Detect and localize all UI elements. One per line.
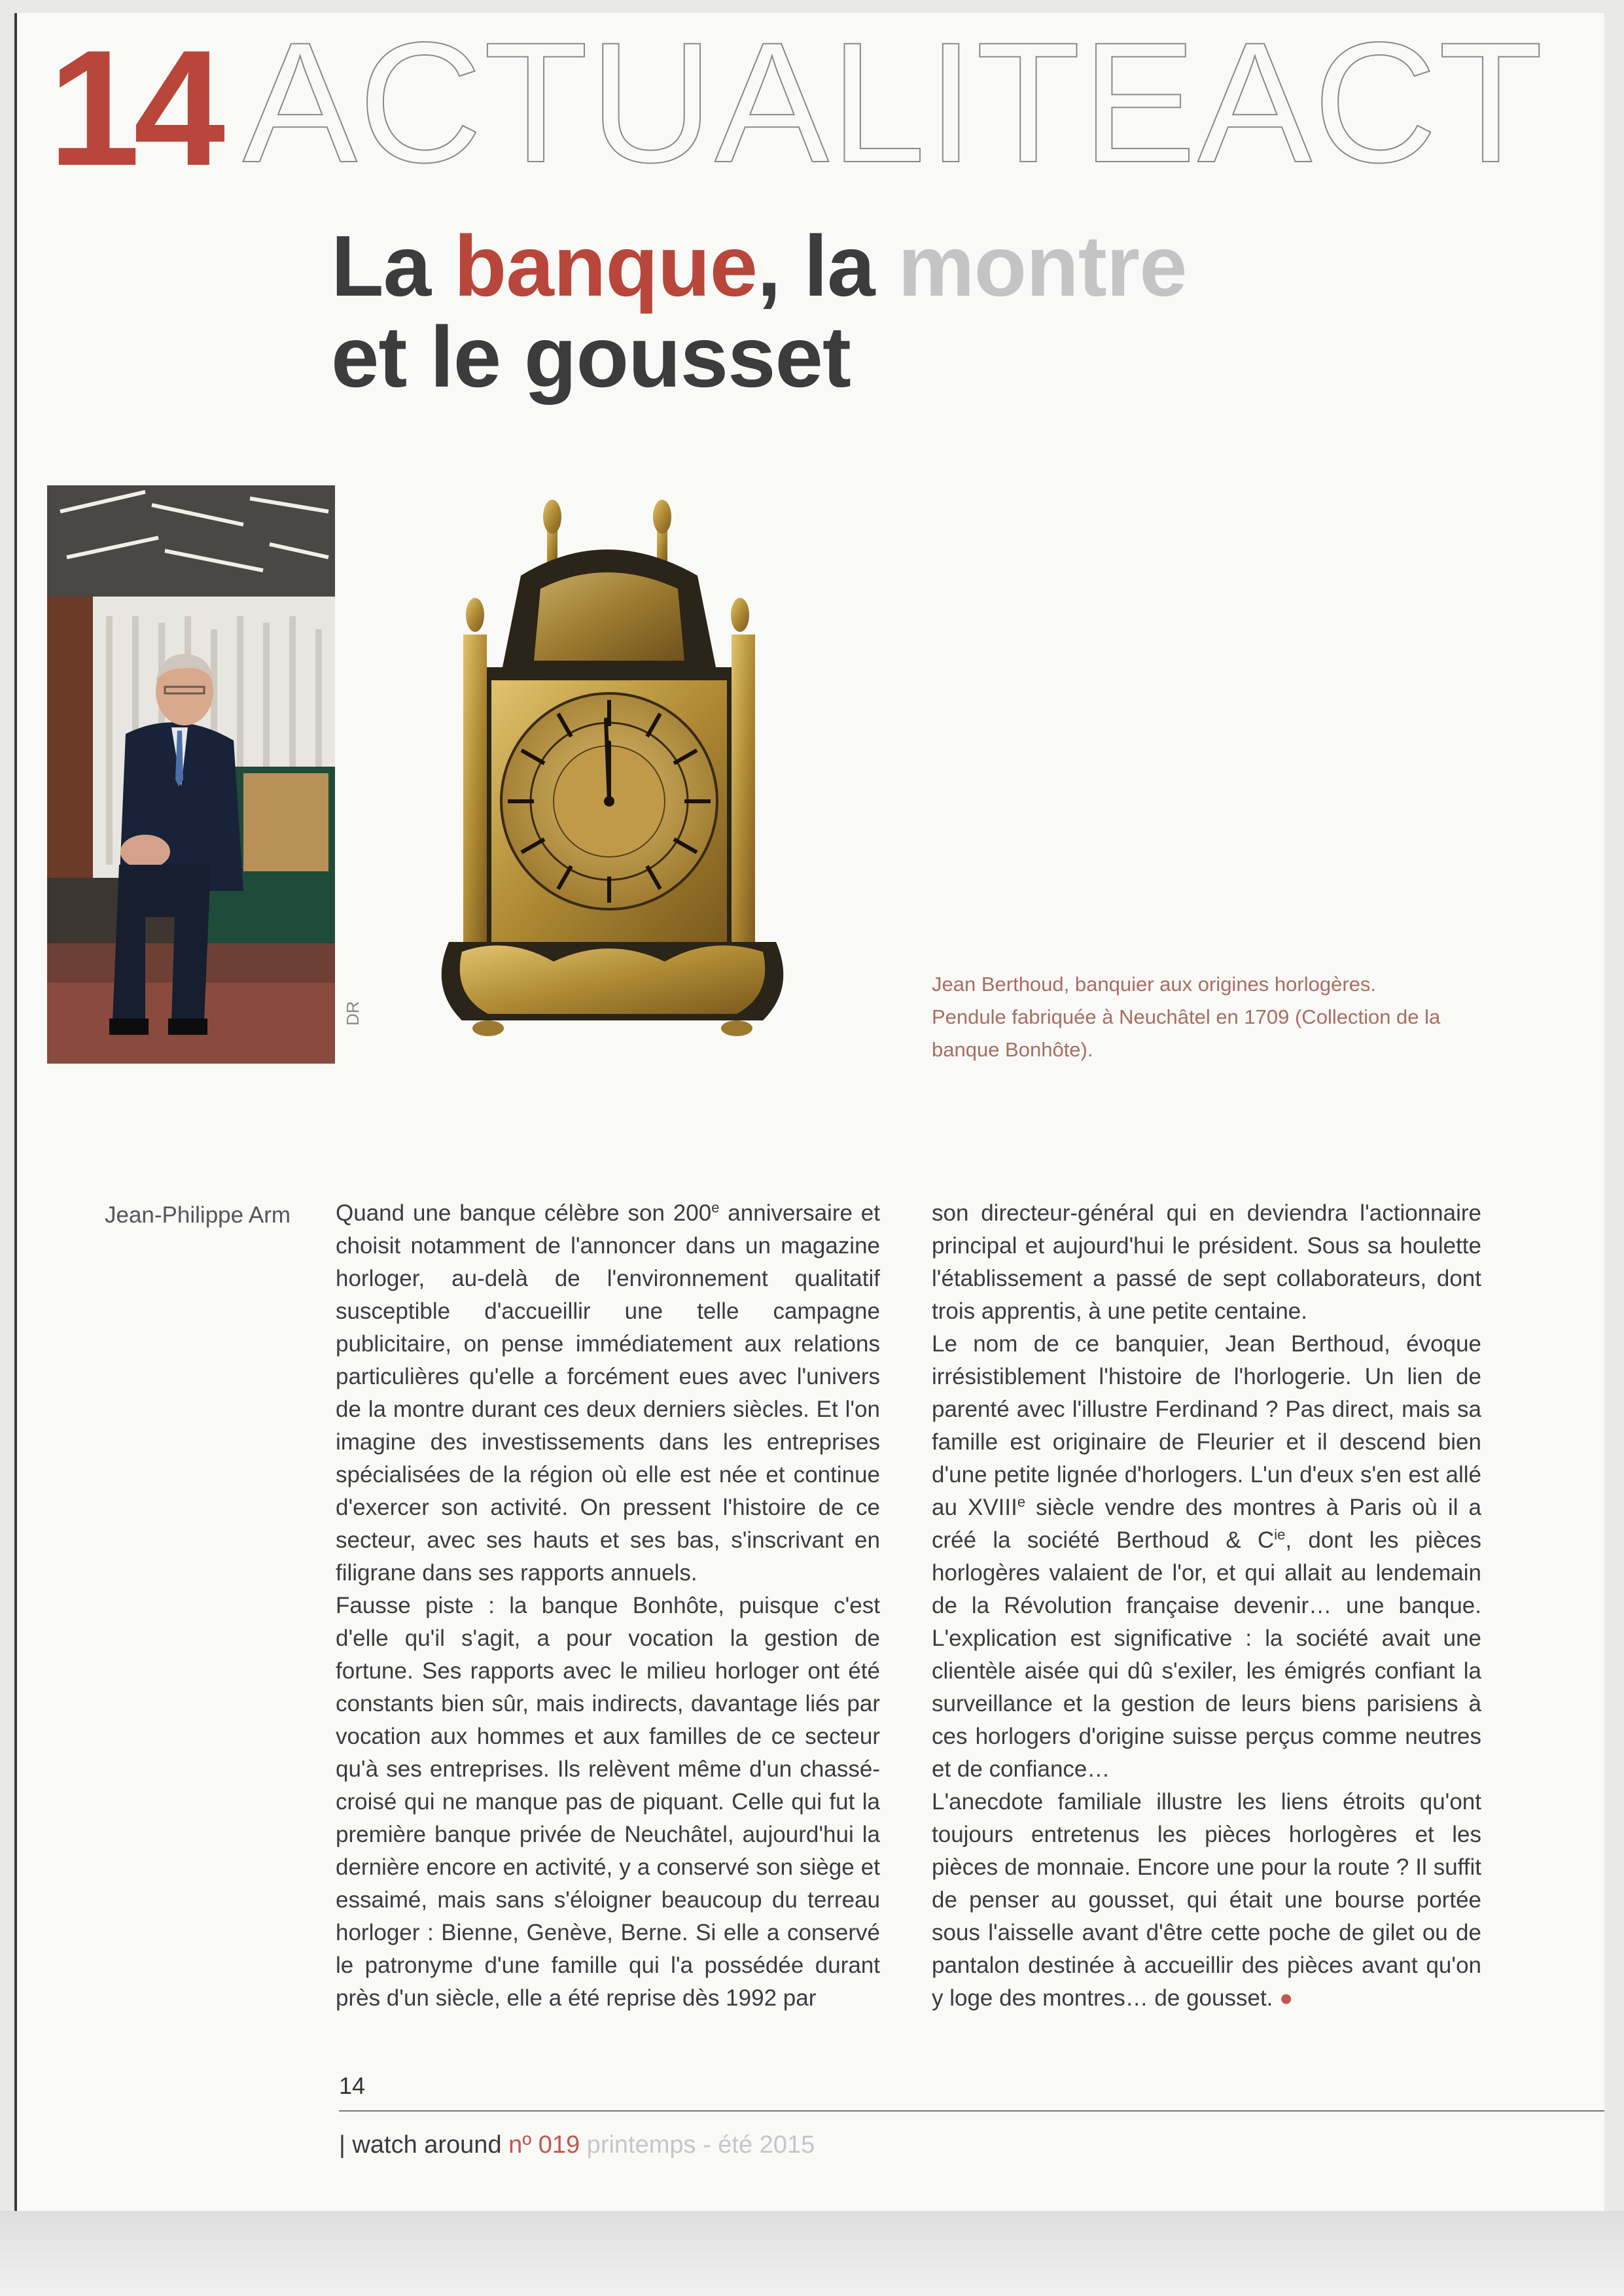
- headline-word-banque: banque: [453, 218, 758, 314]
- portrait-photo: [47, 485, 335, 1064]
- caption-line: Jean Berthoud, banquier aux origines horlogères.: [932, 973, 1377, 996]
- article-column-1: [336, 1197, 880, 2015]
- magazine-page: [17, 13, 1604, 2211]
- footer-page-number: 14: [339, 2072, 366, 2099]
- section-title-outline: ACTUALITEACT: [243, 13, 1545, 198]
- paragraph-text: Quand une banque célèbre son 200: [336, 1200, 712, 1226]
- end-of-article-mark: ●: [1279, 1985, 1294, 2011]
- paragraph-text: Le nom de ce banquier, Jean Berthoud, évoque irrésistiblement l'histoire de l'horlogerie. Un lien de parenté avec l'illustre Ferdinand ? Pas direct, mais sa famille est originaire de Fleurier et il descend bien d'une petite lignée d'horlogers. L'un d'eux s'en est allé au XVIII: [932, 1331, 1481, 1520]
- paragraph: [932, 1328, 1481, 1786]
- issue-season: printemps - été 2015: [580, 2131, 815, 2159]
- paragraph-text: , dont les pièces horlogères valaient de l'or, et qui allait au lendemain de la Révolution française devenir… une banque. L'explication est significative : la société avait une clientèle aisée qui dû s'exiler, les émigrés confiant la surveillance et la gestion de leurs biens parisiens à ces horlogers d'origine suisse perçus comme neutres et de confiance…: [932, 1527, 1481, 1782]
- paragraph-text: L'anecdote familiale illustre les liens étroits qu'ont toujours entretenus les pièces horlogères et les pièces de monnaie. Encore une pour la route ? Il suffit de penser au gousset, qui était une bourse portée sous l'aisselle avant d'être cette poche de gilet ou de pantalon destinée à accueillir des pièces avant qu'on y loge des montres… de gousset.: [932, 1789, 1481, 2011]
- photo-caption: [932, 968, 1508, 1066]
- paragraph: Fausse piste : la banque Bonhôte, puisque c'est d'elle qu'il s'agit, a pour vocation la gestion de fortune. Ses rapports avec le milieu horloger ont été constants bien sûr, mais indirects, davantage liés par vocation aux hommes et aux familles de ce secteur qu'à ses entreprises. Ils relèvent même d'un chassé-croisé qui ne manque pas de piquant. Celle qui fut la première banque privée de Neuchâtel, aujourd'hui la dernière encore en activité, y a conservé son siège et essaimé, mais sans s'éloigner beaucoup du terreau horloger : Bienne, Genève, Berne. Si elle a conservé le patronyme d'une famille qui l'a possédée durant près d'un siècle, elle a été reprise dès 1992 par: [336, 1593, 880, 2011]
- article-column-2: [932, 1197, 1481, 2015]
- article-headline: [331, 218, 1187, 405]
- photo-credit: DR: [343, 1001, 362, 1026]
- magazine-name: | watch around: [339, 2131, 509, 2159]
- paragraph: [932, 1786, 1481, 2015]
- page-number-large: 14: [48, 16, 219, 200]
- headline-word-montre: montre: [898, 218, 1187, 314]
- superscript: e: [711, 1199, 720, 1216]
- superscript: ie: [1274, 1526, 1286, 1543]
- headline-line-2: et le gousset: [331, 308, 851, 405]
- paragraph-text: siècle vendre des montres à Paris où il a créé la société Berthoud & C: [932, 1495, 1481, 1553]
- caption-line: banque Bonhôte).: [932, 1038, 1093, 1061]
- scan-background: [0, 2211, 1624, 2296]
- headline-part-1: La: [331, 218, 454, 314]
- headline-part-3: , la: [757, 218, 898, 314]
- footer-divider: [339, 2110, 1604, 2112]
- issue-number: nº 019: [508, 2131, 580, 2159]
- pendulum-clock-photo: [410, 484, 815, 1073]
- paragraph: son directeur-général qui en deviendra l'actionnaire principal et aujourd'hui le président. Sous sa houlette l'établissement a passé de sept collaborateurs, dont trois apprentis, à une petite centaine.: [932, 1200, 1481, 1324]
- superscript: e: [1017, 1493, 1026, 1510]
- caption-line: Pendule fabriquée à Neuchâtel en 1709 (Collection de la: [932, 1005, 1441, 1028]
- footer-magazine-info: [339, 2131, 815, 2159]
- author-name: Jean-Philippe Arm: [105, 1202, 291, 1228]
- paragraph-text: anniversaire et choisit notamment de l'annoncer dans un magazine horloger, au-delà de l'environnement qualitatif susceptible d'accueillir une telle campagne publicitaire, on pense immédiatement aux relations particulières qu'elle a forcément eues avec l'univers de la montre durant ces deux derniers siècles. Et l'on imagine des investissements dans les entreprises spécialisées de la région où elle est née et continue d'exercer son activité. On pressent l'histoire de ce secteur, avec ses hauts et ses bas, s'inscrivant en filigrane dans ses rapports annuels.: [336, 1200, 880, 1586]
- paragraph: [336, 1197, 880, 1590]
